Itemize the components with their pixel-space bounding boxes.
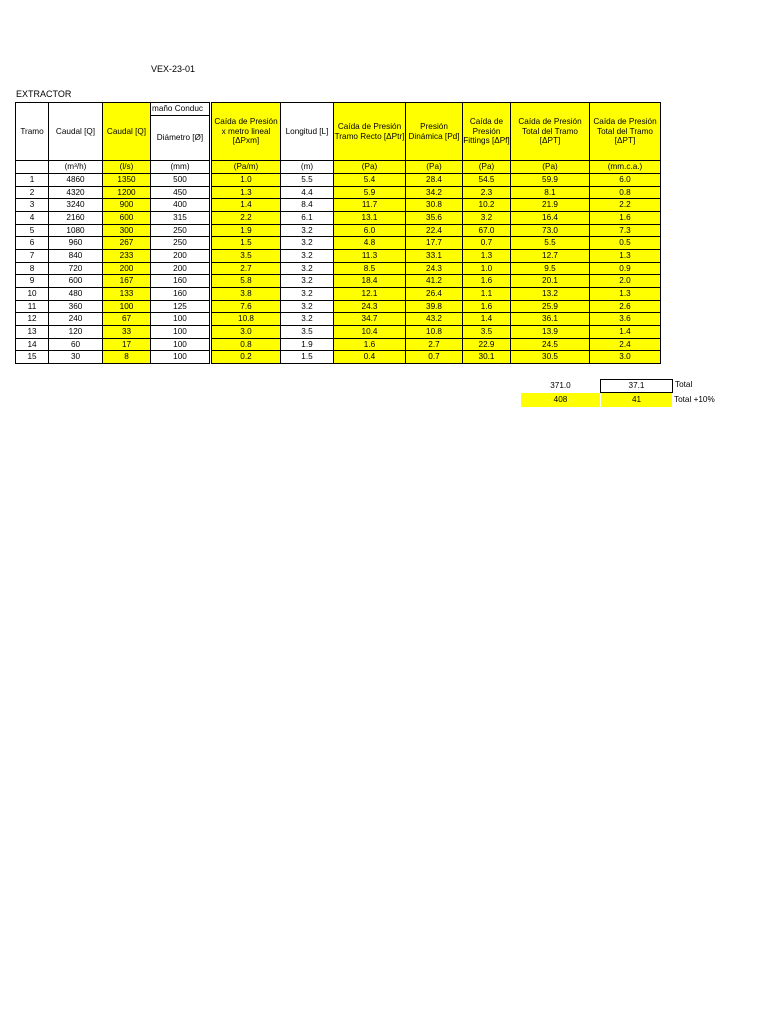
unit-tramo: [16, 161, 49, 174]
table-row: [16, 300, 661, 313]
cell-caida-metro: 1.4: [211, 199, 281, 212]
doc-code: VEX-23-01: [151, 64, 196, 74]
cell-longitud: 3.2: [281, 224, 334, 237]
cell-presion-dinamica: 26.4: [406, 287, 463, 300]
cell-caudal-m3h: 240: [49, 313, 103, 326]
cell-diametro: 125: [151, 300, 211, 313]
cell-presion-dinamica: 39.8: [406, 300, 463, 313]
section-label: EXTRACTOR: [16, 89, 72, 99]
table-row: [16, 199, 661, 212]
cell-caida-total-mmca: 1.4: [590, 325, 661, 338]
header-diametro: Diámetro [Ø]: [156, 133, 204, 142]
cell-caida-recto: 24.3: [334, 300, 406, 313]
cell-caida-total-mmca: 3.0: [590, 351, 661, 364]
cell-caida-fittings: 2.3: [463, 186, 511, 199]
header-caudal-m3h: Caudal [Q]: [49, 103, 103, 161]
cell-caida-fittings: 3.5: [463, 325, 511, 338]
unit-caudal-ls: (l/s): [103, 161, 151, 174]
table-row: [16, 237, 661, 250]
cell-longitud: 1.5: [281, 351, 334, 364]
cell-presion-dinamica: 2.7: [406, 338, 463, 351]
cell-caida-fittings: 1.6: [463, 275, 511, 288]
cell-diametro: 500: [151, 174, 211, 187]
cell-caida-total-pa: 5.5: [511, 237, 590, 250]
cell-longitud: 3.2: [281, 237, 334, 250]
cell-caida-total-pa: 9.5: [511, 262, 590, 275]
cell-caida-total-pa: 24.5: [511, 338, 590, 351]
cell-caida-metro: 3.8: [211, 287, 281, 300]
cell-caudal-m3h: 3240: [49, 199, 103, 212]
cell-caida-fittings: 1.6: [463, 300, 511, 313]
cell-caida-total-mmca: 0.8: [590, 186, 661, 199]
table-row: [16, 262, 661, 275]
cell-caudal-ls: 67: [103, 313, 151, 326]
cell-caida-total-pa: 36.1: [511, 313, 590, 326]
cell-diametro: 250: [151, 237, 211, 250]
header-tramo: Tramo: [16, 103, 49, 161]
cell-presion-dinamica: 43.2: [406, 313, 463, 326]
cell-tramo: 2: [16, 186, 49, 199]
cell-caudal-ls: 267: [103, 237, 151, 250]
cell-caudal-ls: 17: [103, 338, 151, 351]
cell-tramo: 14: [16, 338, 49, 351]
cell-caida-total-pa: 73.0: [511, 224, 590, 237]
cell-longitud: 3.2: [281, 262, 334, 275]
cell-caida-total-pa: 16.4: [511, 211, 590, 224]
cell-presion-dinamica: 35.6: [406, 211, 463, 224]
table-row: [16, 287, 661, 300]
cell-caudal-m3h: 960: [49, 237, 103, 250]
cell-caudal-ls: 8: [103, 351, 151, 364]
cell-caudal-m3h: 1080: [49, 224, 103, 237]
cell-caudal-ls: 167: [103, 275, 151, 288]
cell-caida-metro: 10.8: [211, 313, 281, 326]
cell-tramo: 7: [16, 249, 49, 262]
header-tamano: [151, 103, 211, 161]
unit-caida-recto: (Pa): [334, 161, 406, 174]
cell-tramo: 13: [16, 325, 49, 338]
total-plus10-pa: 408: [521, 393, 600, 407]
cell-caida-recto: 11.7: [334, 199, 406, 212]
cell-caida-recto: 4.8: [334, 237, 406, 250]
cell-caudal-m3h: 720: [49, 262, 103, 275]
cell-caida-fittings: 3.2: [463, 211, 511, 224]
cell-caida-metro: 0.8: [211, 338, 281, 351]
total-plus10-label: Total +10%: [674, 395, 715, 404]
cell-caida-total-mmca: 2.0: [590, 275, 661, 288]
unit-caudal-m3h: (m³/h): [49, 161, 103, 174]
table-body: [16, 174, 661, 364]
cell-caida-metro: 2.2: [211, 211, 281, 224]
cell-caudal-ls: 200: [103, 262, 151, 275]
cell-caida-metro: 7.6: [211, 300, 281, 313]
cell-caida-fittings: 1.4: [463, 313, 511, 326]
cell-presion-dinamica: 17.7: [406, 237, 463, 250]
table-row: [16, 313, 661, 326]
cell-caida-recto: 13.1: [334, 211, 406, 224]
unit-presion-dinamica: (Pa): [406, 161, 463, 174]
cell-caida-fittings: 1.1: [463, 287, 511, 300]
cell-caida-total-pa: 21.9: [511, 199, 590, 212]
cell-tramo: 4: [16, 211, 49, 224]
cell-caudal-ls: 300: [103, 224, 151, 237]
total-plus10-mmca: 41: [601, 393, 672, 407]
cell-presion-dinamica: 28.4: [406, 174, 463, 187]
cell-caida-metro: 5.8: [211, 275, 281, 288]
cell-tramo: 5: [16, 224, 49, 237]
cell-caida-total-mmca: 7.3: [590, 224, 661, 237]
cell-presion-dinamica: 22.4: [406, 224, 463, 237]
cell-caida-total-pa: 13.9: [511, 325, 590, 338]
cell-caida-fittings: 22.9: [463, 338, 511, 351]
cell-diametro: 315: [151, 211, 211, 224]
cell-caida-metro: 2.7: [211, 262, 281, 275]
table-row: [16, 224, 661, 237]
cell-caida-total-pa: 13.2: [511, 287, 590, 300]
table-row: [16, 174, 661, 187]
cell-caida-total-mmca: 1.3: [590, 249, 661, 262]
unit-longitud: (m): [281, 161, 334, 174]
table-row: [16, 325, 661, 338]
cell-caudal-m3h: 120: [49, 325, 103, 338]
header-caida-fittings: Caída de Presión Fittings [ΔPf]: [463, 103, 511, 161]
cell-caudal-ls: 133: [103, 287, 151, 300]
total-label: Total: [675, 380, 693, 389]
cell-longitud: 3.5: [281, 325, 334, 338]
cell-caudal-ls: 1200: [103, 186, 151, 199]
cell-diametro: 250: [151, 224, 211, 237]
cell-caudal-m3h: 480: [49, 287, 103, 300]
cell-presion-dinamica: 34.2: [406, 186, 463, 199]
cell-caida-recto: 11.3: [334, 249, 406, 262]
cell-diametro: 100: [151, 351, 211, 364]
cell-presion-dinamica: 30.8: [406, 199, 463, 212]
cell-caida-total-mmca: 2.6: [590, 300, 661, 313]
cell-longitud: 3.2: [281, 287, 334, 300]
cell-caida-total-mmca: 1.3: [590, 287, 661, 300]
cell-caida-total-pa: 25.9: [511, 300, 590, 313]
cell-caudal-m3h: 30: [49, 351, 103, 364]
cell-caida-total-mmca: 3.6: [590, 313, 661, 326]
cell-caida-metro: 1.9: [211, 224, 281, 237]
cell-caudal-ls: 1350: [103, 174, 151, 187]
table-row: [16, 249, 661, 262]
cell-longitud: 3.2: [281, 313, 334, 326]
header-caudal-ls: Caudal [Q]: [103, 103, 151, 161]
cell-caida-total-pa: 12.7: [511, 249, 590, 262]
cell-caudal-ls: 600: [103, 211, 151, 224]
cell-presion-dinamica: 24.3: [406, 262, 463, 275]
cell-caida-recto: 0.4: [334, 351, 406, 364]
cell-diametro: 200: [151, 249, 211, 262]
cell-caida-total-mmca: 6.0: [590, 174, 661, 187]
total-mmca: 37.1: [600, 379, 673, 393]
cell-longitud: 8.4: [281, 199, 334, 212]
cell-caudal-ls: 233: [103, 249, 151, 262]
cell-diametro: 100: [151, 313, 211, 326]
unit-caida-metro: (Pa/m): [211, 161, 281, 174]
total-pa: 371.0: [550, 381, 571, 390]
cell-presion-dinamica: 41.2: [406, 275, 463, 288]
cell-tramo: 15: [16, 351, 49, 364]
cell-presion-dinamica: 10.8: [406, 325, 463, 338]
cell-caida-total-pa: 20.1: [511, 275, 590, 288]
cell-diametro: 100: [151, 325, 211, 338]
cell-caudal-m3h: 2160: [49, 211, 103, 224]
cell-caudal-ls: 100: [103, 300, 151, 313]
cell-caudal-ls: 33: [103, 325, 151, 338]
cell-caida-total-mmca: 1.6: [590, 211, 661, 224]
unit-caida-total-pa: (Pa): [511, 161, 590, 174]
cell-caida-metro: 1.3: [211, 186, 281, 199]
table-row: [16, 275, 661, 288]
header-caida-recto: Caída de Presión Tramo Recto [ΔPtr]: [334, 103, 406, 161]
cell-longitud: 3.2: [281, 300, 334, 313]
header-caida-total-mmca: Caída de Presión Total del Tramo [ΔPT]: [590, 103, 661, 161]
cell-caida-total-mmca: 2.4: [590, 338, 661, 351]
cell-caida-metro: 0.2: [211, 351, 281, 364]
table-row: [16, 186, 661, 199]
cell-caudal-m3h: 60: [49, 338, 103, 351]
cell-diametro: 450: [151, 186, 211, 199]
cell-longitud: 1.9: [281, 338, 334, 351]
cell-diametro: 400: [151, 199, 211, 212]
header-caida-metro: Caída de Presión x metro lineal [ΔPxm]: [211, 103, 281, 161]
cell-caida-fittings: 1.0: [463, 262, 511, 275]
unit-caida-fittings: (Pa): [463, 161, 511, 174]
cell-caida-fittings: 1.3: [463, 249, 511, 262]
cell-caida-total-mmca: 0.9: [590, 262, 661, 275]
cell-caida-metro: 3.0: [211, 325, 281, 338]
cell-caida-recto: 6.0: [334, 224, 406, 237]
header-tamano-top: maño Conduc: [151, 103, 209, 116]
unit-diametro: (mm): [151, 161, 211, 174]
cell-tramo: 3: [16, 199, 49, 212]
header-longitud: Longitud [L]: [281, 103, 334, 161]
cell-caida-recto: 10.4: [334, 325, 406, 338]
cell-caida-recto: 8.5: [334, 262, 406, 275]
cell-caudal-m3h: 600: [49, 275, 103, 288]
cell-tramo: 11: [16, 300, 49, 313]
cell-caida-fittings: 10.2: [463, 199, 511, 212]
cell-tramo: 8: [16, 262, 49, 275]
cell-tramo: 10: [16, 287, 49, 300]
cell-caida-metro: 1.0: [211, 174, 281, 187]
cell-caida-total-pa: 30.5: [511, 351, 590, 364]
cell-presion-dinamica: 0.7: [406, 351, 463, 364]
table-row: [16, 351, 661, 364]
cell-caudal-m3h: 4320: [49, 186, 103, 199]
table-row: [16, 338, 661, 351]
header-presion-dinamica: Presión Dinámica [Pd]: [406, 103, 463, 161]
cell-caida-recto: 1.6: [334, 338, 406, 351]
cell-caida-recto: 5.9: [334, 186, 406, 199]
cell-longitud: 3.2: [281, 275, 334, 288]
cell-caida-fittings: 30.1: [463, 351, 511, 364]
cell-diametro: 200: [151, 262, 211, 275]
cell-caida-total-pa: 8.1: [511, 186, 590, 199]
cell-caida-total-mmca: 0.5: [590, 237, 661, 250]
cell-caida-fittings: 67.0: [463, 224, 511, 237]
cell-tramo: 6: [16, 237, 49, 250]
cell-diametro: 160: [151, 275, 211, 288]
cell-diametro: 160: [151, 287, 211, 300]
cell-caudal-m3h: 360: [49, 300, 103, 313]
cell-diametro: 100: [151, 338, 211, 351]
cell-caida-metro: 3.5: [211, 249, 281, 262]
cell-longitud: 5.5: [281, 174, 334, 187]
cell-caudal-m3h: 4860: [49, 174, 103, 187]
unit-caida-total-mmca: (mm.c.a.): [590, 161, 661, 174]
table-row: [16, 211, 661, 224]
pressure-drop-table: [15, 102, 661, 364]
cell-caida-recto: 18.4: [334, 275, 406, 288]
cell-caudal-m3h: 840: [49, 249, 103, 262]
cell-caida-recto: 5.4: [334, 174, 406, 187]
cell-caida-recto: 34.7: [334, 313, 406, 326]
cell-caida-fittings: 0.7: [463, 237, 511, 250]
cell-presion-dinamica: 33.1: [406, 249, 463, 262]
cell-longitud: 6.1: [281, 211, 334, 224]
cell-caida-recto: 12.1: [334, 287, 406, 300]
cell-longitud: 3.2: [281, 249, 334, 262]
cell-tramo: 1: [16, 174, 49, 187]
cell-caida-metro: 1.5: [211, 237, 281, 250]
cell-caida-fittings: 54.5: [463, 174, 511, 187]
cell-caudal-ls: 900: [103, 199, 151, 212]
cell-tramo: 9: [16, 275, 49, 288]
cell-longitud: 4.4: [281, 186, 334, 199]
cell-caida-total-mmca: 2.2: [590, 199, 661, 212]
header-caida-total-pa: Caída de Presión Total del Tramo [ΔPT]: [511, 103, 590, 161]
cell-tramo: 12: [16, 313, 49, 326]
cell-caida-total-pa: 59.9: [511, 174, 590, 187]
